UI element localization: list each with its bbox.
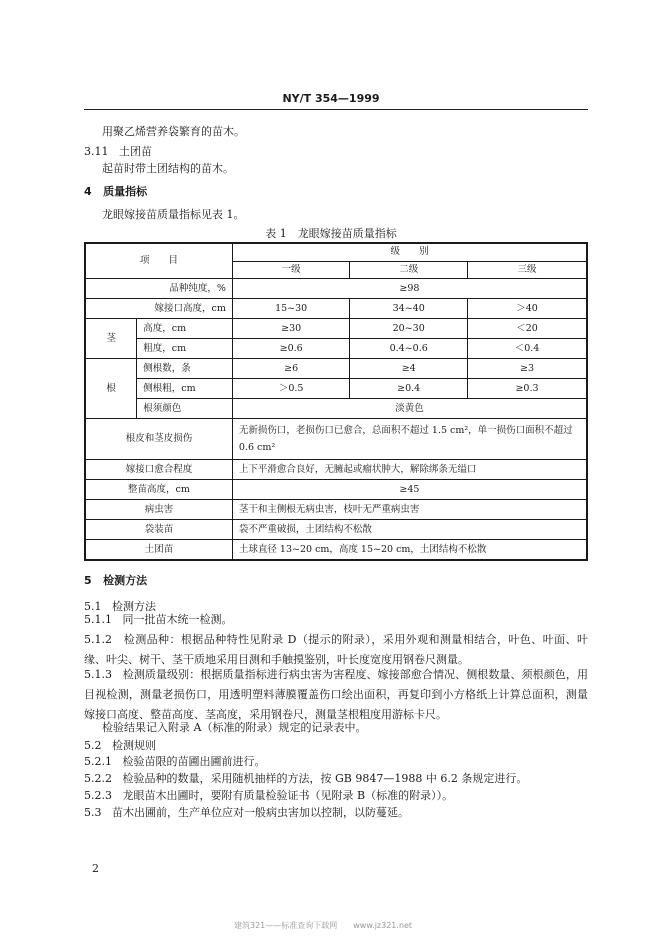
clause-5-1-3-number: 5.1.3 (84, 668, 112, 681)
stem-group-label: 茎 (85, 319, 137, 359)
bag-value: 袋不严重破损，土团结构不松散 (232, 520, 587, 540)
table-1-caption: 表 1 龙眼嫁接苗质量指标 (265, 227, 397, 240)
soil-label: 土团苗 (85, 540, 232, 561)
lateral-roots-grade-3: ≥3 (467, 359, 587, 379)
clause-5-2-2-text: 检验品种的数量，采用随机抽样的方法，按 GB 9847—1988 中 6.2 条规定进行。 (122, 772, 528, 785)
section-3-11-number: 3.11 (84, 145, 109, 158)
intro-line: 用聚乙烯营养袋繁育的苗木。 (102, 125, 245, 138)
trim-height-label: 整苗高度，cm (85, 480, 232, 500)
stem-thickness-label: 粗度，cm (137, 339, 233, 359)
section-4-title: 质量指标 (103, 185, 148, 198)
grade-2-header: 二级 (350, 261, 468, 279)
clause-5-3-text: 苗木出圃前，生产单位应对一般病虫害加以控制，以防蔓延。 (112, 806, 409, 819)
stem-height-label: 高度，cm (137, 319, 233, 339)
section-5-number: 5 (84, 574, 92, 587)
table-row (85, 419, 587, 460)
graft-height-grade-3: ＞40 (467, 299, 587, 319)
standard-number-header: NY/T 354—1999 (282, 92, 380, 105)
table-row (85, 460, 587, 480)
clause-5-1-2-number: 5.1.2 (84, 633, 112, 646)
section-5-heading (84, 572, 147, 588)
purity-label: 品种纯度，% (85, 279, 232, 299)
watermark: 建筑321——标准查询下载网 www.jz321.net (234, 921, 413, 930)
section-3-11-body: 起苗时带土团结构的苗木。 (102, 162, 234, 175)
clause-5-2-3-text: 龙眼苗木出圃时，要附有质量检验证书（见附录 B（标准的附录））。 (122, 789, 454, 802)
trim-height-value: ≥45 (232, 480, 587, 500)
pests-label: 病虫害 (85, 500, 232, 520)
section-5-1-title: 检测方法 (112, 600, 156, 613)
damage-value (232, 419, 587, 460)
section-4-intro: 龙眼嫁接苗质量指标见表 1。 (102, 208, 245, 221)
table-row (85, 279, 587, 299)
clause-5-2-1-number: 5.2.1 (84, 755, 112, 768)
graft-healing-value: 上下平滑愈合良好，无臃起或瘤状肿大，解除绑条无缢口 (232, 460, 587, 480)
grade-1-header: 一级 (232, 261, 350, 279)
lateral-root-thickness-grade-1: ＞0.5 (232, 379, 350, 399)
pests-value: 茎干和主侧根无病虫害，枝叶无严重病虫害 (232, 500, 587, 520)
section-4-heading (84, 183, 147, 199)
lateral-root-thickness-grade-2: ≥0.4 (350, 379, 468, 399)
bag-label: 袋装苗 (85, 520, 232, 540)
stem-height-grade-2: 20~30 (350, 319, 468, 339)
damage-label: 根皮和茎皮损伤 (85, 419, 232, 460)
clause-5-2-1 (84, 753, 266, 769)
clause-5-1-3 (84, 665, 588, 725)
section-3-11-title: 土团苗 (119, 145, 152, 158)
graft-height-grade-1: 15~30 (232, 299, 350, 319)
section-5-2-title: 检测规则 (112, 739, 156, 752)
clause-5-3 (84, 804, 409, 820)
graft-height-label: 嫁接口高度，cm (85, 299, 232, 319)
table-row (85, 500, 587, 520)
clause-5-2-3-number: 5.2.3 (84, 789, 112, 802)
clause-5-2-2 (84, 770, 527, 786)
table-row (85, 520, 587, 540)
table-row (85, 399, 587, 419)
damage-value-line-2: 0.6 cm² (238, 442, 276, 453)
section-4-number: 4 (84, 185, 92, 198)
lateral-roots-label: 侧根数，条 (137, 359, 233, 379)
clause-5-2-3 (84, 787, 453, 803)
table-row (85, 480, 587, 500)
header-rule (84, 109, 588, 110)
stem-height-grade-1: ≥30 (232, 319, 350, 339)
clause-5-1-1 (84, 610, 588, 630)
root-group-label: 根 (85, 359, 137, 419)
purity-value: ≥98 (232, 279, 587, 299)
lateral-roots-grade-2: ≥4 (350, 359, 468, 379)
col-item-header: 项 目 (85, 243, 232, 279)
clause-5-1-2-text: 检测品种：根据品种特性见附录 D（提示的附录），采用外观和测量相结合，叶色、叶面、叶缘、叶尖、树干、茎干质地采用目测和手触摸鉴别，叶长度宽度用钢卷尺测量。 (84, 633, 588, 666)
table-row (85, 299, 587, 319)
clause-5-1-1-text: 同一批苗木统一检测。 (122, 613, 233, 626)
clause-5-1-1-number: 5.1.1 (84, 613, 112, 626)
graft-height-grade-2: 34~40 (350, 299, 468, 319)
stem-height-grade-3: ＜20 (467, 319, 587, 339)
record-note: 检验结果记入附录 A（标准的附录）规定的记录表中。 (102, 721, 367, 734)
table-row (85, 339, 587, 359)
grade-3-header: 三级 (467, 261, 587, 279)
table-row (85, 319, 587, 339)
clause-5-2-2-number: 5.2.2 (84, 772, 112, 785)
section-5-title: 检测方法 (103, 574, 148, 587)
lateral-root-thickness-grade-3: ≥0.3 (467, 379, 587, 399)
clause-5-1-3-text: 检测质量级别：根据质量指标进行病虫害为害程度、嫁接部愈合情况、侧根数量、须根颜色，用目视检测，测量老损伤口，用透明塑料薄膜覆盖伤口绘出面积，再复印到小方格纸上计算总面积，测量嫁接口高度、整苗高度、茎高度，采用钢卷尺，测量茎根粗度用游标卡尺。 (84, 668, 588, 721)
page-number: 2 (92, 862, 99, 875)
section-5-2-number: 5.2 (84, 739, 102, 752)
table-row (85, 359, 587, 379)
lateral-root-thickness-label: 侧根粗，cm (137, 379, 233, 399)
stem-thickness-grade-1: ≥0.6 (232, 339, 350, 359)
root-hair-color-label: 根须颜色 (137, 399, 233, 419)
soil-value: 土球直径 13~20 cm，高度 15~20 cm，土团结构不松散 (232, 540, 587, 561)
table-row (85, 540, 587, 561)
graft-healing-label: 嫁接口愈合程度 (85, 460, 232, 480)
section-5-1-number: 5.1 (84, 600, 102, 613)
section-3-11-heading (84, 143, 152, 159)
table-header-row (85, 243, 587, 261)
quality-table (84, 242, 588, 561)
root-hair-color-value: 淡黄色 (232, 399, 587, 419)
clause-5-3-number: 5.3 (84, 806, 102, 819)
damage-value-line-1: 无新损伤口，老损伤口已愈合，总面积不超过 1.5 cm²，单一损伤口面积不超过 (238, 425, 573, 436)
lateral-roots-grade-1: ≥6 (232, 359, 350, 379)
table-row (85, 379, 587, 399)
stem-thickness-grade-2: 0.4~0.6 (350, 339, 468, 359)
clause-5-2-1-text: 检验苗限的苗圃出圃前进行。 (122, 755, 266, 768)
clause-5-1-2 (84, 630, 588, 670)
col-grade-header: 级 别 (232, 243, 587, 261)
stem-thickness-grade-3: ＜0.4 (467, 339, 587, 359)
section-5-2-heading (84, 737, 156, 753)
